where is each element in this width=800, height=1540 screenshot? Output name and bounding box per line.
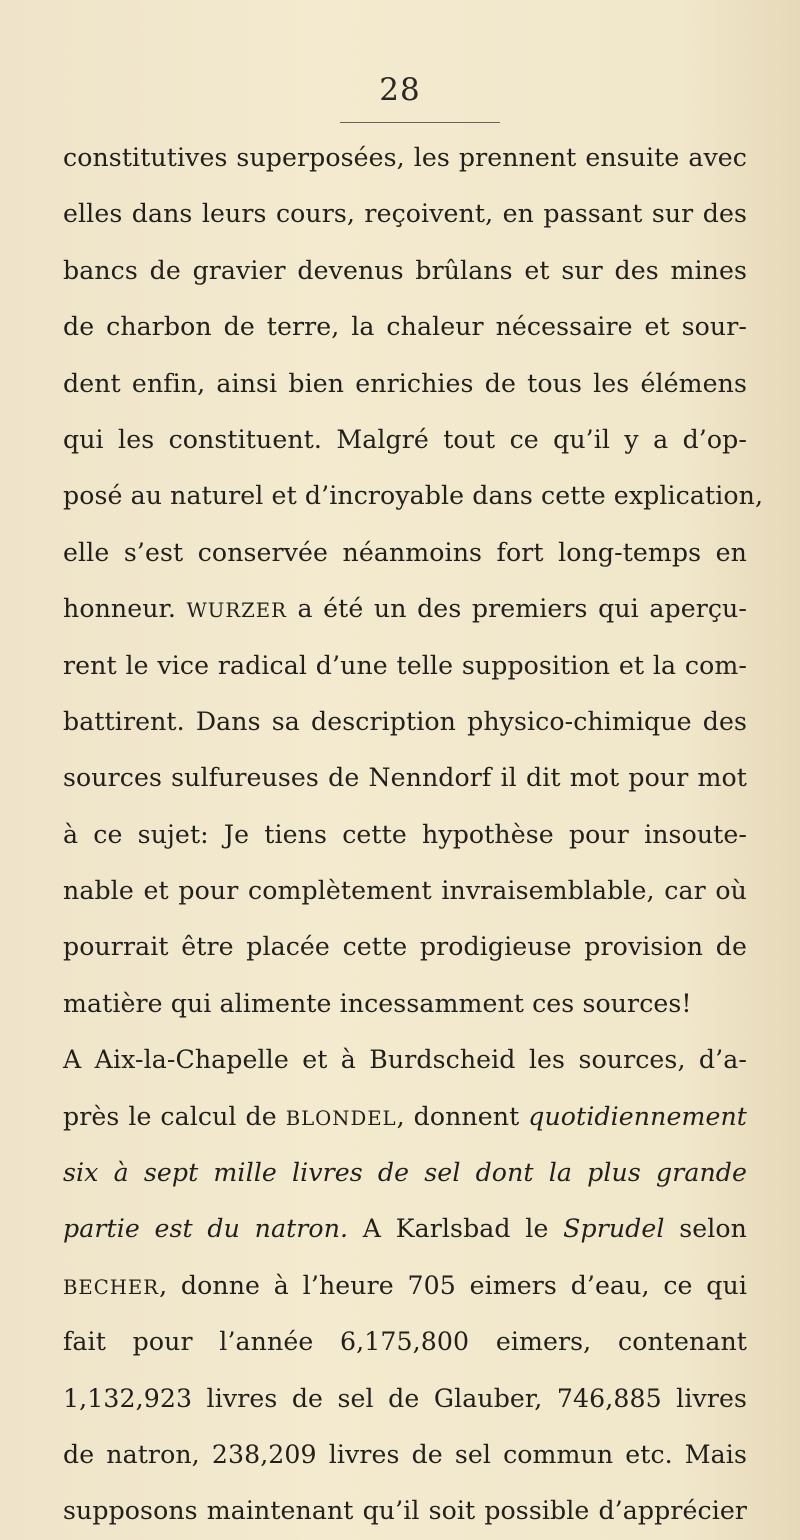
- text-line: matière qui alimente incessamment ces sources!: [63, 988, 692, 1018]
- author-name-blondel: BLONDEL: [285, 1106, 397, 1130]
- text-line: rent le vice radical d’une telle supposition et la com-: [63, 650, 747, 680]
- text-line: BECHER, donne à l’heure 705 eimers d’eau, ce qui: [63, 1270, 747, 1300]
- text-line: A Aix-la-Chapelle et à Burdscheid les sources, d’a-: [63, 1045, 747, 1075]
- text-line: pourrait être placée cette prodigieuse provision de: [63, 932, 747, 962]
- text-line: 1,132,923 livres de sel de Glauber, 746,885 livres: [63, 1383, 747, 1413]
- author-name-becher: BECHER: [63, 1275, 160, 1299]
- text-line: bancs de gravier devenus brûlans et sur des mines: [63, 255, 747, 285]
- text-line: six à sept mille livres de sel dont la plus grande: [63, 1158, 747, 1188]
- text-line: battirent. Dans sa description physico-chimique des: [63, 706, 747, 736]
- text-line: de natron, 238,209 livres de sel commun etc. Mais: [63, 1439, 747, 1469]
- text-line: supposons maintenant qu’il soit possible d’apprécier: [63, 1496, 747, 1526]
- body-text: [63, 130, 764, 1540]
- text-line: nable et pour complètement invraisemblable, car où: [63, 876, 747, 906]
- text-line: honneur. WURZER a été un des premiers qui aperçu-: [63, 594, 747, 624]
- text-line: dent enfin, ainsi bien enrichies de tous les élémens: [63, 368, 747, 398]
- text-line: près le calcul de BLONDEL, donnent quotidiennement: [63, 1101, 747, 1131]
- text-line: sources sulfureuses de Nenndorf il dit mot pour mot: [63, 763, 747, 793]
- page-number: 28: [379, 72, 421, 108]
- text-line: fait pour l’année 6,175,800 eimers, contenant: [63, 1327, 747, 1357]
- header-rule: [340, 122, 500, 123]
- text-line: à ce sujet: Je tiens cette hypothèse pour insoute-: [63, 819, 747, 849]
- text-line: elle s’est conservée néanmoins fort long-temps en: [63, 537, 747, 567]
- author-name-wurzer: WURZER: [186, 599, 287, 623]
- text-line: constitutives superposées, les prennent ensuite avec: [63, 143, 747, 172]
- text-line: posé au naturel et d’incroyable dans cette explication,: [63, 481, 764, 511]
- text-line: qui les constituent. Malgré tout ce qu’il y a d’op-: [63, 424, 747, 454]
- text-line: partie est du natron. A Karlsbad le Sprudel selon: [63, 1214, 747, 1244]
- text-line: elles dans leurs cours, reçoivent, en passant sur des: [63, 199, 747, 229]
- text-line: de charbon de terre, la chaleur nécessaire et sour-: [63, 312, 747, 342]
